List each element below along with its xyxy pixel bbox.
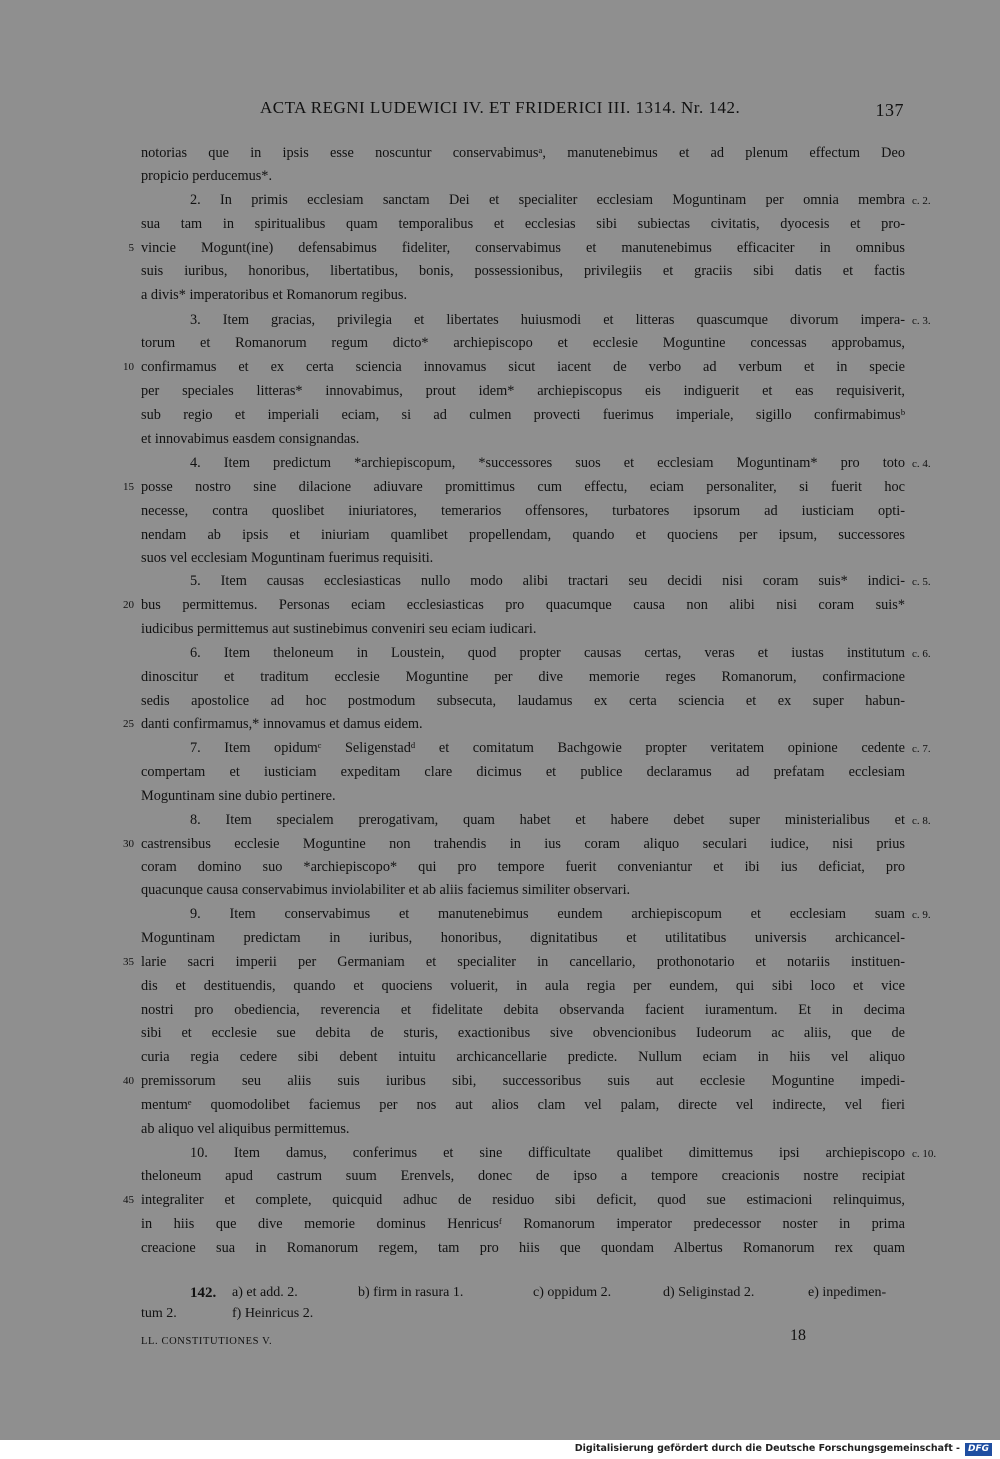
chapter-mark: c. 3. bbox=[912, 315, 931, 327]
line-number: 10 bbox=[123, 361, 134, 373]
text-line: 8. Item specialem prerogativam, quam habet et habere debet super ministerialibus et bbox=[190, 812, 905, 828]
chapter-mark: c. 6. bbox=[912, 648, 931, 660]
line-number: 30 bbox=[123, 838, 134, 850]
page-number: 137 bbox=[875, 100, 904, 120]
text-line: sibi et ecclesie sue debita de sturis, exactionibus sive obvencionibus Iudeorum ac aliis, que de bbox=[141, 1025, 905, 1041]
text-line: 3. Item gracias, privilegia et libertates huiusmodi et litteras quascumque divorum impera- bbox=[190, 312, 905, 328]
text-line: posse nostro sine dilacione adiuvare promittimus cum effectu, eciam personaliter, si fuerit hoc bbox=[141, 479, 905, 495]
funding-notice-bar bbox=[0, 1440, 1000, 1459]
text-line: notorias que in ipsis esse noscuntur conservabimusᵃ, manutenebimus et ad plenum effectum Deo bbox=[141, 145, 905, 161]
text-line: 5. Item causas ecclesiasticas nullo modo alibi tractari seu decidi nisi coram suis* indici- bbox=[190, 573, 905, 589]
chapter-mark: c. 10. bbox=[912, 1148, 937, 1160]
line-number: 20 bbox=[123, 599, 134, 611]
collection-title: LL. CONSTITUTIONES V. bbox=[141, 1336, 273, 1347]
text-line: propicio perducemus*. bbox=[141, 168, 273, 184]
text-line: per speciales litteras* innovabimus, prout idem* archiepiscopus eis indiguerit et eas requisiverit, bbox=[141, 383, 905, 399]
footnote-b: b) firm in rasura 1. bbox=[358, 1285, 464, 1300]
line-number: 5 bbox=[128, 242, 134, 254]
text-line: larie sacri imperii per Germaniam et specialiter in cancellario, prothonotario et notariis instituen- bbox=[141, 954, 905, 970]
chapter-mark: c. 4. bbox=[912, 458, 931, 470]
footnote-d: d) Seliginstad 2. bbox=[663, 1285, 755, 1300]
text-line: nostri pro obediencia, reverencia et fidelitate debita observanda facient iuramentum. Et in decima bbox=[141, 1002, 905, 1018]
text-line: in hiis que dive memorie dominus Henricusᶠ Romanorum imperator predecessor noster in prima bbox=[141, 1216, 905, 1232]
running-title: ACTA REGNI LUDEWICI IV. ET FRIDERICI III. 1314. Nr. 142. bbox=[260, 98, 741, 117]
text-line: bus permittemus. Personas eciam ecclesiasticas pro quacumque causa non alibi nisi coram suis* bbox=[141, 597, 905, 613]
footnote-e-continued: tum 2. bbox=[141, 1306, 177, 1321]
text-line: quacunque causa conservabimus inviolabiliter et ab aliis faciemus similiter observari. bbox=[141, 882, 631, 898]
text-line: integraliter et complete, quicquid adhuc de residuo sibi deficit, quod sue estimacioni relinquimus, bbox=[141, 1192, 905, 1208]
text-line: suos vel ecclesiam Moguntinam fuerimus requisiti. bbox=[141, 550, 434, 566]
footnote-e: e) inpedimen- bbox=[808, 1285, 887, 1300]
footnote-c: c) oppidum 2. bbox=[533, 1285, 612, 1300]
text-line: dis et destituendis, quando et quociens voluerit, in aula regia per eundem, qui sibi loco et vice bbox=[141, 978, 905, 994]
text-line: castrensibus ecclesie Moguntine non trahendis in ius coram aliquo seculari iudice, nisi prius bbox=[141, 836, 905, 852]
footnote-document-number: 142. bbox=[190, 1285, 217, 1301]
chapter-mark: c. 2. bbox=[912, 195, 931, 207]
text-line: et innovabimus easdem consignandas. bbox=[141, 431, 360, 447]
text-line: Moguntinam sine dubio pertinere. bbox=[141, 788, 336, 804]
dfg-logo: DFG bbox=[965, 1443, 992, 1456]
chapter-mark: c. 8. bbox=[912, 815, 931, 827]
text-line: dinoscitur et traditum ecclesie Moguntine per dive memorie reges Romanorum, confirmacione bbox=[141, 669, 905, 685]
chapter-mark: c. 7. bbox=[912, 743, 931, 755]
line-number: 35 bbox=[123, 956, 134, 968]
line-number: 45 bbox=[123, 1194, 134, 1206]
line-number: 15 bbox=[123, 481, 134, 493]
footnote-f: f) Heinricus 2. bbox=[232, 1306, 314, 1321]
text-line: sub regio et imperiali eciam, si ad culmen provecti fuerimus imperiale, sigillo confirmabimusᵇ bbox=[141, 407, 905, 423]
chapter-mark: c. 5. bbox=[912, 576, 931, 588]
text-line: sua tam in spiritualibus quam temporalibus et ecclesias sibi subiectas civitatis, dyocesis et pro- bbox=[141, 216, 905, 232]
text-line: nendam ab ipsis et iniuriam quamlibet propellendam, quando et quociens per ipsum, successores bbox=[141, 527, 905, 543]
funding-notice: Digitalisierung gefördert durch die Deutsche Forschungsgemeinschaft - bbox=[574, 1443, 960, 1454]
text-line: premissorum seu aliis suis iuribus sibi, successoribus suis aut ecclesie Moguntine impedi- bbox=[141, 1073, 905, 1089]
text-line: 6. Item theloneum in Loustein, quod propter causas certas, veras et iustas institutum bbox=[190, 645, 905, 661]
text-line: 7. Item opidumᶜ Seligenstadᵈ et comitatum Bachgowie propter veritatem opinione cedente bbox=[190, 740, 905, 756]
text-line: a divis* imperatoribus et Romanorum regibus. bbox=[141, 287, 408, 303]
text-line: torum et Romanorum regum dicto* archiepiscopo et ecclesie Moguntine concessas approbamus, bbox=[141, 335, 905, 351]
text-line: 2. In primis ecclesiam sanctam Dei et specialiter ecclesiam Moguntinam per omnia membra bbox=[190, 192, 905, 208]
text-line: Moguntinam predictam in iuribus, honoribus, dignitatibus et utilitatibus universis archicancel- bbox=[141, 930, 905, 946]
text-line: compertam et iusticiam expeditam clare dicimus et publice declaramus ad prefatam ecclesiam bbox=[141, 764, 905, 780]
text-line: sedis apostolice ad hoc postmodum subsecuta, laudamus ex certa sciencia et ex super habun- bbox=[141, 693, 905, 709]
text-line: necesse, contra quoslibet iniuriatores, temerarios offensores, turbatores ipsorum ad iusticiam opti- bbox=[141, 503, 905, 519]
chapter-mark: c. 9. bbox=[912, 909, 931, 921]
text-line: vincie Mogunt(ine) defensabimus fideliter, conservabimus et manutenebimus efficaciter in omnibus bbox=[141, 240, 905, 256]
text-line: 10. Item damus, conferimus et sine difficultate qualibet dimittemus ipsi archiepiscopo bbox=[190, 1145, 905, 1161]
text-line: 4. Item predictum *archiepiscopum, *successores suos et ecclesiam Moguntinam* pro toto bbox=[190, 455, 905, 471]
text-line: theloneum apud castrum suum Erenvels, donec de ipso a tempore creacionis nostre recipiat bbox=[141, 1168, 905, 1184]
line-number: 25 bbox=[123, 718, 134, 730]
text-line: mentumᵉ quomodolibet faciemus per nos aut alios clam vel palam, directe vel indirecte, vel fieri bbox=[141, 1097, 905, 1113]
text-line: coram domino suo *archiepiscopo* qui pro tempore fuerit conveniantur et ibi ius deficiat, pro bbox=[141, 859, 905, 875]
text-line: curia regia cedere sibi debent intuitu archicancellarie predicte. Nullum eciam in hiis vel aliquo bbox=[141, 1049, 905, 1065]
text-line: confirmamus et ex certa sciencia innovamus sicut iacent de verbo ad verbum et in specie bbox=[141, 359, 905, 375]
text-line: 9. Item conservabimus et manutenebimus eundem archiepiscopum et ecclesiam suam bbox=[190, 906, 905, 922]
signature-number: 18 bbox=[790, 1327, 806, 1344]
line-number: 40 bbox=[123, 1075, 134, 1087]
text-line: iudicibus permittemus aut sustinebimus conveniri seu eciam iudicari. bbox=[141, 621, 537, 637]
text-line: creacione sua in Romanorum regem, tam pro hiis que quondam Albertus Romanorum rex quam bbox=[141, 1240, 905, 1256]
text-line: ab aliquo vel aliquibus permittemus. bbox=[141, 1121, 350, 1137]
text-line: suis iuribus, honoribus, libertatibus, bonis, possessionibus, privilegiis et graciis sibi datis et factis bbox=[141, 263, 905, 279]
text-line: danti confirmamus,* innovamus et damus eidem. bbox=[141, 716, 423, 732]
footnote-a: a) et add. 2. bbox=[232, 1285, 298, 1300]
